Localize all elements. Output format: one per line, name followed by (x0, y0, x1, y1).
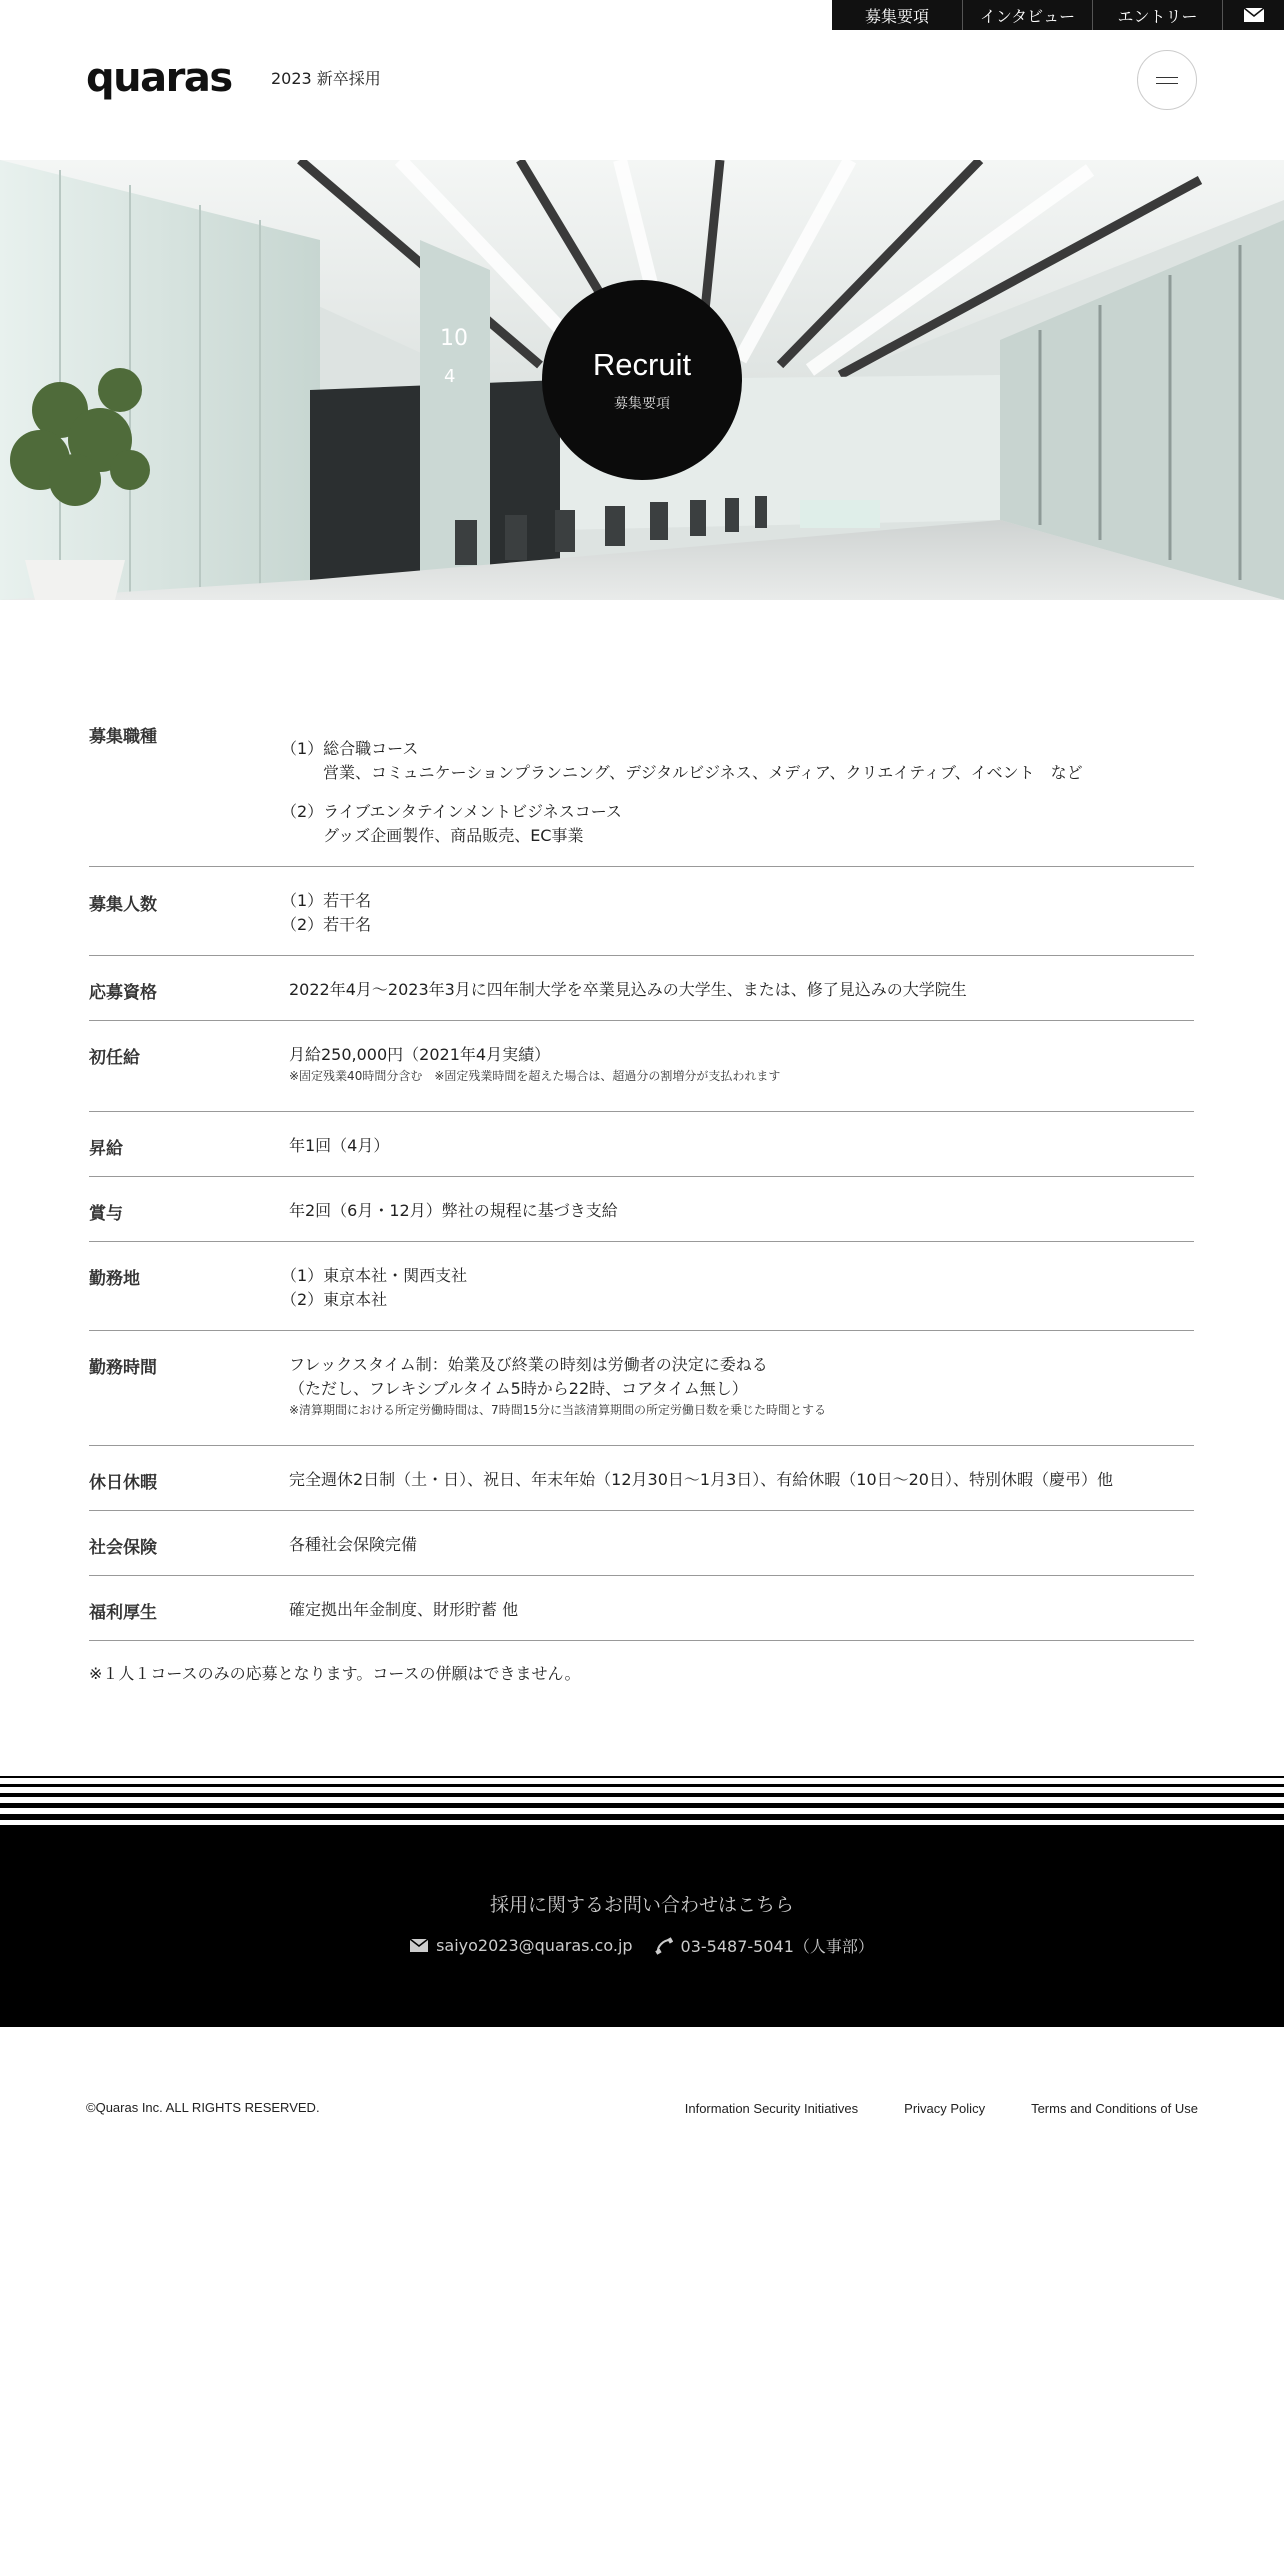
row-label: 社会保険 (89, 1538, 157, 1558)
contact-email-link[interactable] (410, 1936, 632, 1955)
decorative-stripes (0, 1776, 1284, 1832)
nav-entry[interactable]: エントリー (1092, 0, 1222, 30)
contact-phone-link[interactable] (655, 1934, 874, 1957)
nav-interview[interactable]: インタビュー (962, 0, 1092, 30)
row-value: 月給250,000円（2021年4月実績） (289, 1045, 551, 1064)
row-value: （1）東京本社・関西支社 (281, 1266, 468, 1285)
row-value: 各種社会保険完備 (289, 1535, 418, 1554)
hero-title: Recruit (592, 347, 692, 382)
row-label: 初任給 (89, 1048, 140, 1068)
contact-section (0, 1832, 1284, 2027)
svg-text:4: 4 (444, 366, 456, 387)
hero-title-badge (542, 280, 742, 480)
table-row (89, 1112, 1194, 1177)
footer-links (685, 2101, 1198, 2116)
row-note: ※清算期間における所定労働時間は、7時間15分に当該清算期間の所定労働日数を乗じた時間とする (289, 1403, 826, 1417)
footer-link-terms[interactable]: Terms and Conditions of Use (1031, 2101, 1198, 2116)
contact-title: 採用に関するお問い合わせはこちら (489, 1894, 794, 1916)
table-row (89, 867, 1194, 956)
footer-link-information-security[interactable]: Information Security Initiatives (684, 2101, 859, 2116)
row-value: （2）若干名 (281, 915, 372, 934)
row-value: 2022年4月～2023年3月に四年制大学を卒業見込みの大学生、または、修了見込みの大学院生 (289, 980, 967, 999)
row-value: グッズ企画製作、商品販売、EC事業 (323, 826, 584, 845)
row-value: フレックスタイム制：始業及び終業の時刻は労働者の決定に委ねる (289, 1355, 768, 1374)
mail-icon (410, 1939, 428, 1952)
row-label: 福利厚生 (89, 1603, 157, 1623)
table-row (89, 1576, 1194, 1641)
row-value: （ただし、フレキシブルタイム5時から22時、コアタイム無し） (289, 1379, 748, 1398)
footer-link-privacy-policy[interactable]: Privacy Policy (904, 2101, 986, 2116)
row-label: 応募資格 (89, 983, 157, 1003)
hamburger-icon (1156, 77, 1178, 78)
table-row (89, 1242, 1194, 1331)
svg-text:10: 10 (440, 326, 468, 351)
recruitment-guidelines-table (89, 700, 1194, 1641)
table-row (89, 1021, 1194, 1112)
quaras-logo[interactable]: quaras (86, 55, 232, 101)
row-value: （2）ライブエンタテインメントビジネスコース (281, 802, 622, 821)
phone-icon (655, 1937, 673, 1955)
table-row (89, 1511, 1194, 1576)
row-value: 年2回（6月・12月）弊社の規程に基づき支給 (289, 1201, 618, 1220)
mail-icon[interactable] (1222, 0, 1284, 30)
contact-phone: 03-5487-5041（人事部） (680, 1937, 874, 1956)
row-value: （2）東京本社 (281, 1290, 388, 1309)
hero-subtitle: 募集要項 (614, 396, 670, 412)
row-value: （1）若干名 (281, 891, 372, 910)
row-value: 年1回（4月） (289, 1136, 390, 1155)
row-note: ※固定残業40時間分含む ※固定残業時間を超えた場合は、超過分の割増分が支払われます (289, 1069, 781, 1083)
page-tagline: 2023 新卒採用 (271, 69, 381, 88)
row-value: 完全週休2日制（土・日）、祝日、年末年始（12月30日～1月3日）、有給休暇（10日～20日）、特別休暇（慶弔）他 (289, 1470, 1113, 1489)
row-value: （1）総合職コース (281, 739, 419, 758)
hero-banner (0, 160, 1284, 600)
row-label: 昇給 (89, 1139, 123, 1159)
hamburger-menu-button[interactable] (1137, 50, 1197, 110)
row-value: 確定拠出年金制度、財形貯蓄 他 (289, 1600, 519, 1619)
row-label: 募集職種 (89, 727, 157, 747)
row-label: 募集人数 (89, 895, 157, 915)
contact-email: saiyo2023@quaras.co.jp (436, 1936, 633, 1955)
row-label: 勤務時間 (89, 1358, 157, 1378)
table-row (89, 956, 1194, 1021)
row-label: 休日休暇 (89, 1473, 157, 1493)
nav-recruitment-guidelines[interactable]: 募集要項 (864, 6, 929, 26)
row-label: 勤務地 (89, 1269, 140, 1289)
table-row (89, 1446, 1194, 1511)
copyright: ©Quaras Inc. ALL RIGHTS RESERVED. (86, 2100, 320, 2115)
table-row (89, 1331, 1194, 1446)
top-utility-nav (832, 0, 1284, 30)
table-row (89, 700, 1194, 867)
application-note: ※１人１コースのみの応募となります。コースの併願はできません。 (89, 1664, 581, 1683)
row-label: 賞与 (89, 1204, 123, 1224)
row-value: 営業、コミュニケーションプランニング、デジタルビジネス、メディア、クリエイティブ、イベント など (323, 763, 1083, 782)
table-row (89, 1177, 1194, 1242)
